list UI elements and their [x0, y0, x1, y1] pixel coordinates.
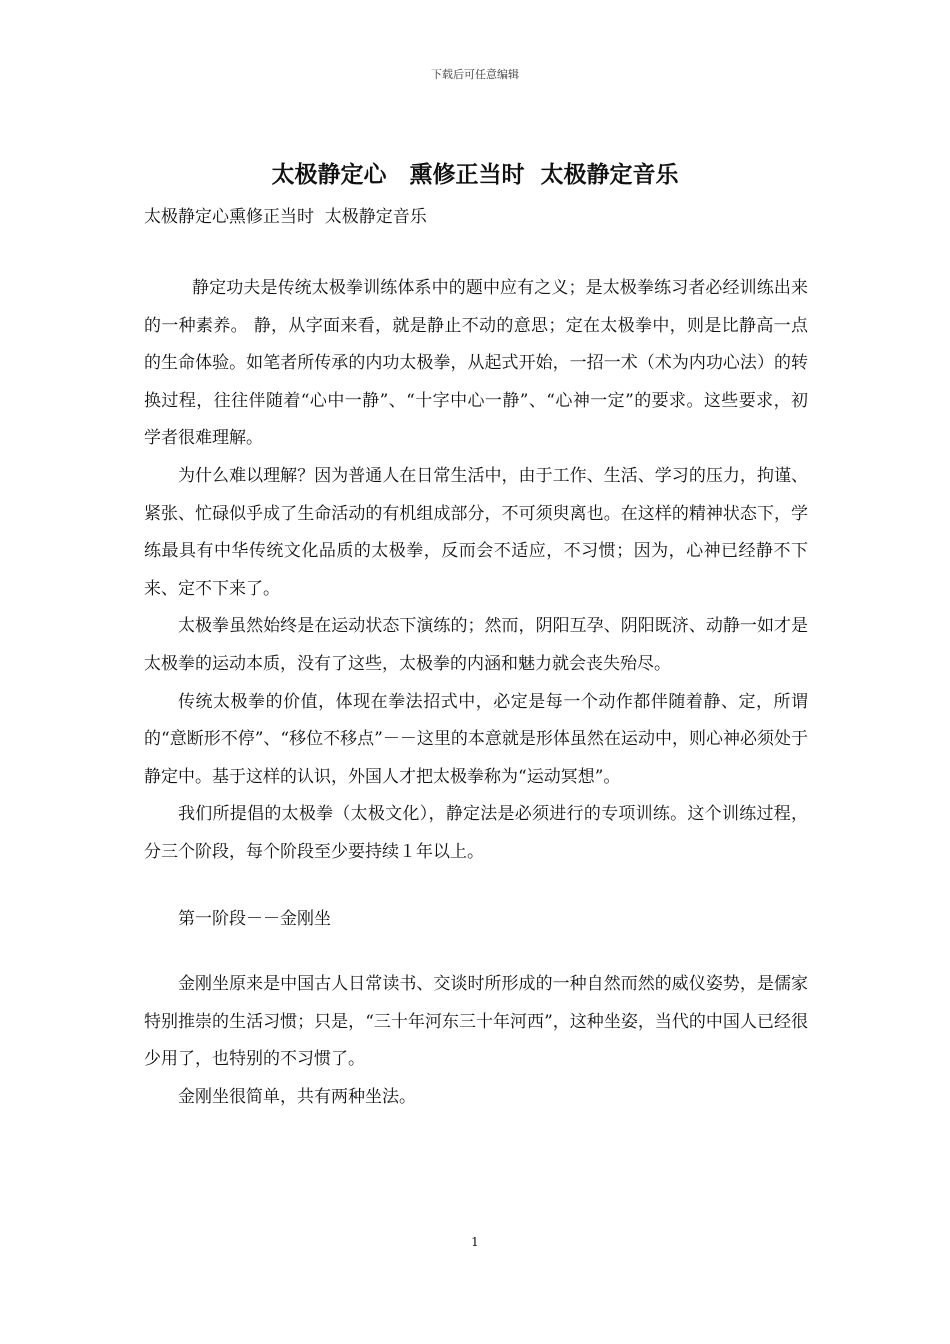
paragraph-3: 太极拳虽然始终是在运动状态下演练的；然而，阴阳互孕、阴阳既济、动静一如才是太极拳的运动本质，没有了这些，太极拳的内涵和魅力就会丧失殆尽。 — [144, 616, 808, 674]
page-title: 太极静定心 熏修正当时 太极静定音乐 — [271, 161, 679, 188]
document-body — [144, 270, 808, 1116]
paragraph-2: 为什么难以理解？因为普通人在日常生活中，由于工作、生活、学习的压力，拘谨、紧张、忙碌似乎成了生命活动的有机组成部分，不可须臾离也。在这样的精神状态下，学练最具有中华传统文化品质的太极拳，反而会不适应，不习惯；因为，心神已经静不下来、定不下来了。 — [144, 465, 808, 599]
page-number: 1 — [471, 1235, 479, 1249]
paragraph-1: 静定功夫是传统太极拳训练体系中的题中应有之义；是太极拳练习者必经训练出来的一种素养。 静，从字面来看，就是静止不动的意思；定在太极拳中，则是比静高一点的生命体验。如笔者所传承的内功太极拳，从起式开始，一招一术（术为内功心法）的转换过程，往往伴随着“心中一静”、“十字中心一静”、“心神一定”的要求。这些要求，初学者很难理解。 — [144, 278, 808, 449]
section-heading: 第一阶段－－金刚坐 — [178, 908, 331, 929]
subtitle: 太极静定心熏修正当时 太极静定音乐 — [144, 207, 427, 227]
header-note: 下载后可任意编辑 — [431, 68, 519, 81]
paragraph-5: 我们所提倡的太极拳（太极文化），静定法是必须进行的专项训练。这个训练过程，分三个阶段，每个阶段至少要持续１年以上。 — [144, 804, 808, 862]
paragraph-7: 金刚坐很简单，共有两种坐法。 — [178, 1086, 416, 1107]
paragraph-4: 传统太极拳的价值，体现在拳法招式中，必定是每一个动作都伴随着静、定，所谓的“意断形不停”、“移位不移点”－－这里的本意就是形体虽然在运动中，则心神必须处于静定中。基于这样的认识，外国人才把太极拳称为“运动冥想”。 — [144, 691, 808, 787]
paragraph-6: 金刚坐原来是中国古人日常读书、交谈时所形成的一种自然而然的威仪姿势，是儒家特别推崇的生活习惯；只是，“三十年河东三十年河西”，这种坐姿，当代的中国人已经很少用了，也特别的不习惯了。 — [144, 974, 808, 1070]
